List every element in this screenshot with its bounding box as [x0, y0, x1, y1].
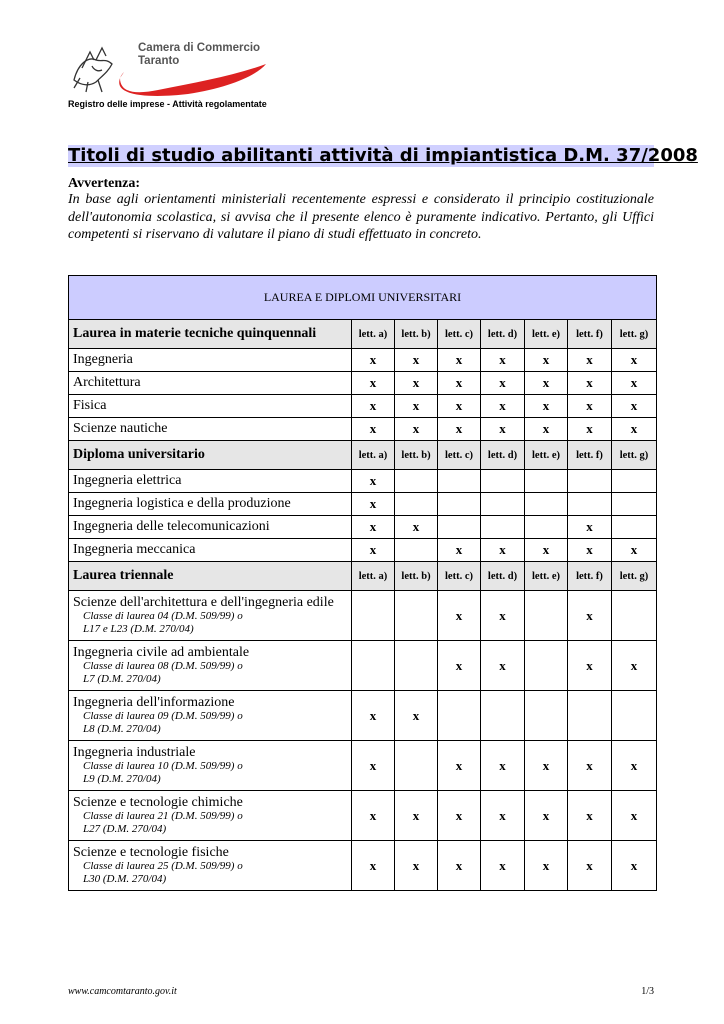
qualification-cell — [69, 741, 352, 791]
qualification-mark: x — [352, 539, 395, 562]
letter-column-header: lett. g) — [612, 562, 657, 591]
qualification-mark — [525, 516, 568, 539]
qualification-mark: x — [612, 372, 657, 395]
qualification-mark: x — [395, 791, 438, 841]
qualification-mark — [395, 539, 438, 562]
qualification-mark: x — [395, 372, 438, 395]
qualification-mark: x — [481, 591, 525, 641]
qualification-mark: x — [395, 516, 438, 539]
table-row — [69, 395, 657, 418]
qualification-mark: x — [395, 395, 438, 418]
qualification-mark: x — [352, 516, 395, 539]
letter-column-header: lett. b) — [395, 320, 438, 349]
qualification-mark: x — [438, 395, 481, 418]
degree-class-line: L7 (D.M. 270/04) — [83, 673, 161, 685]
qualification-mark: x — [438, 591, 481, 641]
qualification-mark — [438, 691, 481, 741]
qualification-mark: x — [352, 395, 395, 418]
logo-text — [138, 42, 260, 68]
qualification-mark — [438, 470, 481, 493]
qualifications-table — [68, 275, 657, 891]
table-row — [69, 691, 657, 741]
letter-column-header: lett. d) — [481, 320, 525, 349]
footer-url[interactable]: www.camcomtaranto.gov.it — [68, 986, 177, 997]
qualification-mark — [612, 516, 657, 539]
registry-subtitle: Registro delle imprese - Attività regolamentate — [68, 99, 267, 109]
qualification-mark — [395, 641, 438, 691]
table-row — [69, 470, 657, 493]
section-header-row — [69, 562, 657, 591]
qualification-mark: x — [612, 741, 657, 791]
letter-column-header: lett. a) — [352, 441, 395, 470]
degree-class-line: Classe di laurea 21 (D.M. 509/99) o — [83, 810, 243, 822]
letter-column-header: lett. d) — [481, 562, 525, 591]
qualification-mark: x — [612, 349, 657, 372]
qualification-mark — [612, 691, 657, 741]
qualification-mark: x — [612, 395, 657, 418]
qualification-name: Fisica — [73, 398, 107, 413]
qualification-mark: x — [352, 493, 395, 516]
table-heading: LAUREA E DIPLOMI UNIVERSITARI — [69, 276, 657, 320]
qualification-mark: x — [395, 349, 438, 372]
qualification-name: Ingegneria civile ad ambientale — [73, 645, 250, 660]
qualification-name: Ingegneria meccanica — [73, 542, 196, 557]
table-row — [69, 539, 657, 562]
qualification-mark — [525, 493, 568, 516]
qualification-mark — [352, 641, 395, 691]
org-name-line1: Camera di Commercio — [138, 42, 261, 54]
table-row — [69, 591, 657, 641]
qualification-mark: x — [481, 841, 525, 891]
qualification-mark: x — [481, 395, 525, 418]
degree-class-line: L30 (D.M. 270/04) — [83, 873, 167, 885]
qualification-mark: x — [481, 418, 525, 441]
table-row — [69, 741, 657, 791]
qualification-mark: x — [568, 641, 612, 691]
qualification-mark: x — [568, 418, 612, 441]
qualification-mark: x — [352, 741, 395, 791]
qualification-mark — [395, 493, 438, 516]
letter-column-header: lett. d) — [481, 441, 525, 470]
letter-column-header: lett. f) — [568, 441, 612, 470]
degree-class-line: Classe di laurea 08 (D.M. 509/99) o — [83, 660, 243, 672]
degree-class-line: Classe di laurea 09 (D.M. 509/99) o — [83, 710, 243, 722]
warning-text: In base agli orientamenti ministeriali recentemente espressi e considerato il principio costituzionale dell'autonomia scolastica, si avvisa che il presente elenco è puramente indicativo. Pertanto, gli Uffici competenti si riservano di valutare il piano di studi effettuato in concreto. — [68, 192, 654, 242]
degree-class-line: L8 (D.M. 270/04) — [83, 723, 161, 735]
table-row — [69, 372, 657, 395]
qualification-cell — [69, 516, 352, 539]
qualification-name: Ingegneria dell'informazione — [73, 695, 235, 710]
qualification-cell — [69, 591, 352, 641]
qualification-mark: x — [568, 349, 612, 372]
qualification-cell — [69, 539, 352, 562]
qualification-mark: x — [352, 691, 395, 741]
section-name: Laurea triennale — [69, 562, 352, 591]
table-row — [69, 516, 657, 539]
qualification-mark: x — [525, 349, 568, 372]
qualification-mark: x — [568, 372, 612, 395]
qualification-mark: x — [352, 841, 395, 891]
letter-column-header: lett. b) — [395, 441, 438, 470]
qualification-mark: x — [568, 591, 612, 641]
qualification-mark — [568, 493, 612, 516]
qualification-mark — [612, 493, 657, 516]
degree-class-line: L17 e L23 (D.M. 270/04) — [83, 623, 194, 635]
qualification-mark — [525, 641, 568, 691]
qualification-mark — [481, 493, 525, 516]
letter-column-header: lett. e) — [525, 441, 568, 470]
table-row — [69, 418, 657, 441]
qualification-cell — [69, 418, 352, 441]
qualification-mark: x — [525, 841, 568, 891]
qualification-mark: x — [438, 641, 481, 691]
section-name: Laurea in materie tecniche quinquennali — [69, 320, 352, 349]
warning-heading: Avvertenza: — [68, 176, 141, 191]
qualification-mark: x — [568, 395, 612, 418]
qualification-mark: x — [481, 372, 525, 395]
qualification-mark — [612, 591, 657, 641]
section-header-row — [69, 441, 657, 470]
qualification-cell — [69, 493, 352, 516]
letter-column-header: lett. a) — [352, 320, 395, 349]
qualification-mark: x — [612, 418, 657, 441]
letter-column-header: lett. b) — [395, 562, 438, 591]
qualification-name: Scienze dell'architettura e dell'ingegneria edile — [73, 595, 334, 610]
qualification-mark: x — [481, 349, 525, 372]
letter-column-header: lett. c) — [438, 562, 481, 591]
qualification-mark: x — [395, 841, 438, 891]
qualification-mark: x — [568, 741, 612, 791]
degree-class-line: Classe di laurea 25 (D.M. 509/99) o — [83, 860, 243, 872]
org-name-line2: Taranto — [138, 55, 180, 67]
degree-class-line: L27 (D.M. 270/04) — [83, 823, 167, 835]
section-name: Diploma universitario — [69, 441, 352, 470]
qualification-cell — [69, 395, 352, 418]
table-row — [69, 493, 657, 516]
qualification-mark: x — [395, 418, 438, 441]
qualification-mark — [395, 591, 438, 641]
table-row — [69, 641, 657, 691]
qualification-mark: x — [395, 691, 438, 741]
qualification-mark: x — [612, 791, 657, 841]
qualification-mark: x — [438, 372, 481, 395]
qualification-name: Ingegneria industriale — [73, 745, 196, 760]
qualification-name: Scienze e tecnologie chimiche — [73, 795, 243, 810]
qualification-name: Ingegneria logistica e della produzione — [73, 496, 291, 511]
qualification-name: Scienze e tecnologie fisiche — [73, 845, 229, 860]
degree-class-line: Classe di laurea 10 (D.M. 509/99) o — [83, 760, 243, 772]
qualification-mark: x — [438, 418, 481, 441]
qualification-cell — [69, 841, 352, 891]
document-title: Titoli di studio abilitanti attività di impiantistica D.M. 37/2008 — [68, 145, 698, 166]
qualification-name: Architettura — [73, 375, 141, 390]
qualification-mark: x — [481, 741, 525, 791]
qualification-name: Ingegneria — [73, 352, 133, 367]
qualification-mark — [395, 741, 438, 791]
qualification-mark: x — [525, 791, 568, 841]
letter-column-header: lett. c) — [438, 441, 481, 470]
qualification-mark: x — [438, 539, 481, 562]
qualification-mark — [568, 470, 612, 493]
letter-column-header: lett. f) — [568, 320, 612, 349]
letter-column-header: lett. g) — [612, 320, 657, 349]
qualification-mark: x — [568, 516, 612, 539]
qualification-mark: x — [525, 395, 568, 418]
qualification-mark — [438, 516, 481, 539]
table-row — [69, 841, 657, 891]
qualification-cell — [69, 470, 352, 493]
qualification-mark: x — [525, 539, 568, 562]
section-header-row — [69, 320, 657, 349]
qualification-mark: x — [568, 841, 612, 891]
table-row — [69, 791, 657, 841]
qualification-mark: x — [481, 641, 525, 691]
qualification-mark: x — [352, 349, 395, 372]
letter-column-header: lett. c) — [438, 320, 481, 349]
letter-column-header: lett. g) — [612, 441, 657, 470]
qualification-mark: x — [352, 791, 395, 841]
qualification-cell — [69, 791, 352, 841]
qualification-mark — [352, 591, 395, 641]
qualification-mark — [612, 470, 657, 493]
qualification-cell — [69, 691, 352, 741]
table-row — [69, 349, 657, 372]
letter-column-header: lett. f) — [568, 562, 612, 591]
qualification-mark: x — [525, 372, 568, 395]
qualification-mark: x — [525, 741, 568, 791]
qualification-mark: x — [352, 418, 395, 441]
degree-class-line: L9 (D.M. 270/04) — [83, 773, 161, 785]
letter-column-header: lett. e) — [525, 320, 568, 349]
qualification-mark — [395, 470, 438, 493]
qualification-name: Ingegneria delle telecomunicazioni — [73, 519, 270, 534]
qualification-mark — [438, 493, 481, 516]
qualification-name: Ingegneria elettrica — [73, 473, 182, 488]
qualification-mark: x — [481, 539, 525, 562]
qualification-cell — [69, 349, 352, 372]
qualification-mark — [525, 470, 568, 493]
qualification-name: Scienze nautiche — [73, 421, 168, 436]
qualification-mark: x — [438, 741, 481, 791]
letter-column-header: lett. e) — [525, 562, 568, 591]
qualification-cell — [69, 641, 352, 691]
qualification-mark — [481, 470, 525, 493]
qualification-mark — [481, 691, 525, 741]
qualification-mark: x — [612, 539, 657, 562]
qualification-mark: x — [568, 791, 612, 841]
qualification-cell — [69, 372, 352, 395]
letter-column-header: lett. a) — [352, 562, 395, 591]
qualification-mark: x — [438, 791, 481, 841]
qualification-mark: x — [525, 418, 568, 441]
qualification-mark: x — [438, 349, 481, 372]
qualification-mark: x — [612, 641, 657, 691]
qualification-mark: x — [352, 470, 395, 493]
qualification-mark: x — [612, 841, 657, 891]
qualification-mark: x — [481, 791, 525, 841]
qualification-mark — [525, 591, 568, 641]
qualification-mark: x — [352, 372, 395, 395]
qualification-mark — [568, 691, 612, 741]
qualification-mark — [481, 516, 525, 539]
qualification-mark: x — [568, 539, 612, 562]
page-number: 1/3 — [641, 986, 654, 997]
degree-class-line: Classe di laurea 04 (D.M. 509/99) o — [83, 610, 243, 622]
qualification-mark: x — [438, 841, 481, 891]
qualification-mark — [525, 691, 568, 741]
